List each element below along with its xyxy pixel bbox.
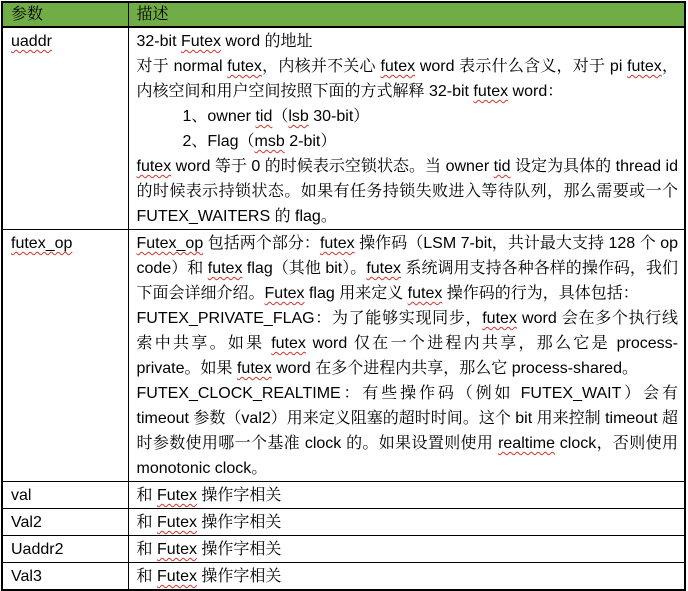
text-segment: 对于 normal [136, 58, 228, 75]
text-segment: Uaddr2 [11, 541, 64, 558]
text-segment: 1、owner [182, 108, 256, 125]
text-segment: 2-bit） [284, 133, 337, 150]
text-segment: word 会在多个执行线索中共享。如果 [136, 310, 678, 352]
table-row [2, 482, 685, 509]
param-cell [2, 563, 128, 591]
text-segment: 操作字相关 [196, 541, 282, 558]
misspelled-word: futex [207, 260, 243, 277]
description-paragraph [137, 381, 679, 481]
misspelled-word: futex [227, 58, 262, 75]
misspelled-word: futex [319, 235, 355, 252]
table-row [2, 27, 685, 230]
text-segment: 操作码（LSM 7-bit，共计最大支持 128 个 op code）和 [136, 235, 678, 277]
text-segment: 和 [136, 487, 157, 504]
description-paragraph [137, 154, 679, 229]
misspelled-word: uaddr [11, 33, 52, 50]
text-segment: word 在多个进程内共享，那么它 process-shared。 [271, 360, 638, 377]
description-paragraph [137, 306, 679, 381]
misspelled-word: futex [136, 158, 172, 175]
text-segment: 30-bit） [308, 108, 370, 125]
misspelled-word: Futex [156, 514, 197, 531]
description-paragraph [137, 537, 679, 562]
misspelled-word: Futex [180, 33, 221, 50]
misspelled-word: futex_op [11, 235, 73, 252]
text-segment: 操作字相关 [196, 487, 282, 504]
numbered-list-item [137, 129, 679, 154]
table-row [2, 230, 685, 482]
text-segment: word 表示什么含义，对于 pi [415, 58, 628, 75]
text-segment: flag 用来定义 [304, 285, 408, 302]
desc-cell [128, 509, 685, 536]
description-paragraph [137, 29, 679, 54]
misspelled-word: futex [627, 58, 662, 75]
description-paragraph [137, 510, 679, 535]
desc-cell [128, 563, 685, 591]
desc-cell [128, 27, 685, 230]
misspelled-word: tid [493, 158, 511, 175]
param-cell [2, 509, 128, 536]
text-segment: word 等于 0 的时候表示空锁状态。当 owner [171, 158, 494, 175]
misspelled-word: futex [380, 58, 416, 75]
misspelled-word: Futex_op [136, 235, 204, 252]
misspelled-word: futex [366, 260, 402, 277]
text-segment: Val3 [11, 568, 42, 585]
description-column-header: 描述 [128, 2, 685, 27]
text-segment: FUTEX_CLOCK_REALTIME：有些操作码（例如 FUTEX_WAIT）会有 timeout 参数（val2）用来定义阻塞的超时时间。这个 bit 用来控制 timeout 超时参数使用哪一个基准 clock 的。如果设置则使用 [136, 385, 678, 452]
parameter-column-header: 参数 [2, 2, 128, 27]
misspelled-word: Futex [156, 487, 197, 504]
text-segment: 设定为具体的 thread id 的时候表示持锁状态。如果有任务持锁失败进入等待队列，那么需要或一个 FUTEX_WAITERS 的 flag。 [136, 158, 678, 225]
param-cell [2, 27, 128, 230]
text-segment: flag（其他 bit）。 [242, 260, 367, 277]
description-paragraph [137, 54, 679, 104]
misspelled-word: realtime [498, 435, 555, 452]
text-segment: 操作字相关 [196, 514, 282, 531]
description-paragraph [137, 231, 679, 306]
description-paragraph [137, 564, 679, 589]
text-segment: ，内核并不关心 [261, 58, 381, 75]
text-segment: word 仅在一个进程内共享，那么它是 process-private。如果 [136, 335, 678, 377]
misspelled-word: futex [482, 310, 517, 327]
text-segment: 操作字相关 [196, 568, 282, 585]
text-segment: 和 [136, 568, 157, 585]
text-segment: 2、Flag（ [182, 133, 255, 150]
misspelled-word: futex [407, 285, 443, 302]
text-segment: word 的地址 [220, 33, 313, 50]
misspelled-word: futex [473, 83, 509, 100]
desc-cell [128, 482, 685, 509]
text-segment: val [11, 487, 32, 504]
text-segment: 操作码的行为，具体包括： [442, 285, 639, 302]
text-segment: （ [272, 108, 289, 125]
misspelled-word: futex [271, 335, 306, 352]
table-header-row [2, 2, 685, 27]
param-cell [2, 482, 128, 509]
misspelled-word: tid [255, 108, 273, 125]
param-cell [2, 536, 128, 563]
text-segment: FUTEX_PRIVATE_FLAG：为了能够实现同步， [136, 310, 483, 327]
text-segment: Val2 [11, 514, 42, 531]
misspelled-word: Futex [156, 568, 197, 585]
text-segment: ，内核空间和用户空间按照下面的方式解释 32-bit [136, 58, 678, 100]
text-segment: clock，否则使用 monotonic clock。 [136, 435, 678, 477]
misspelled-word: futex [236, 360, 272, 377]
misspelled-word: msb [254, 133, 285, 150]
misspelled-word: lsb [288, 108, 309, 125]
numbered-list-item [137, 104, 679, 129]
table-row [2, 509, 685, 536]
text-segment: 和 [136, 541, 157, 558]
text-segment: 系统调用支持各种各样的操作码，我们下面会详细介绍。 [136, 260, 678, 302]
text-segment: word： [508, 83, 564, 100]
description-paragraph [137, 483, 679, 508]
text-segment: 包括两个部分： [203, 235, 320, 252]
text-segment: 和 [136, 514, 157, 531]
desc-cell [128, 536, 685, 563]
misspelled-word: Futex [264, 285, 305, 302]
table-row [2, 563, 685, 591]
param-cell [2, 230, 128, 482]
text-segment: 32-bit [136, 33, 181, 50]
table-row [2, 536, 685, 563]
futex-parameters-table [1, 1, 686, 591]
desc-cell [128, 230, 685, 482]
misspelled-word: Futex [156, 541, 197, 558]
